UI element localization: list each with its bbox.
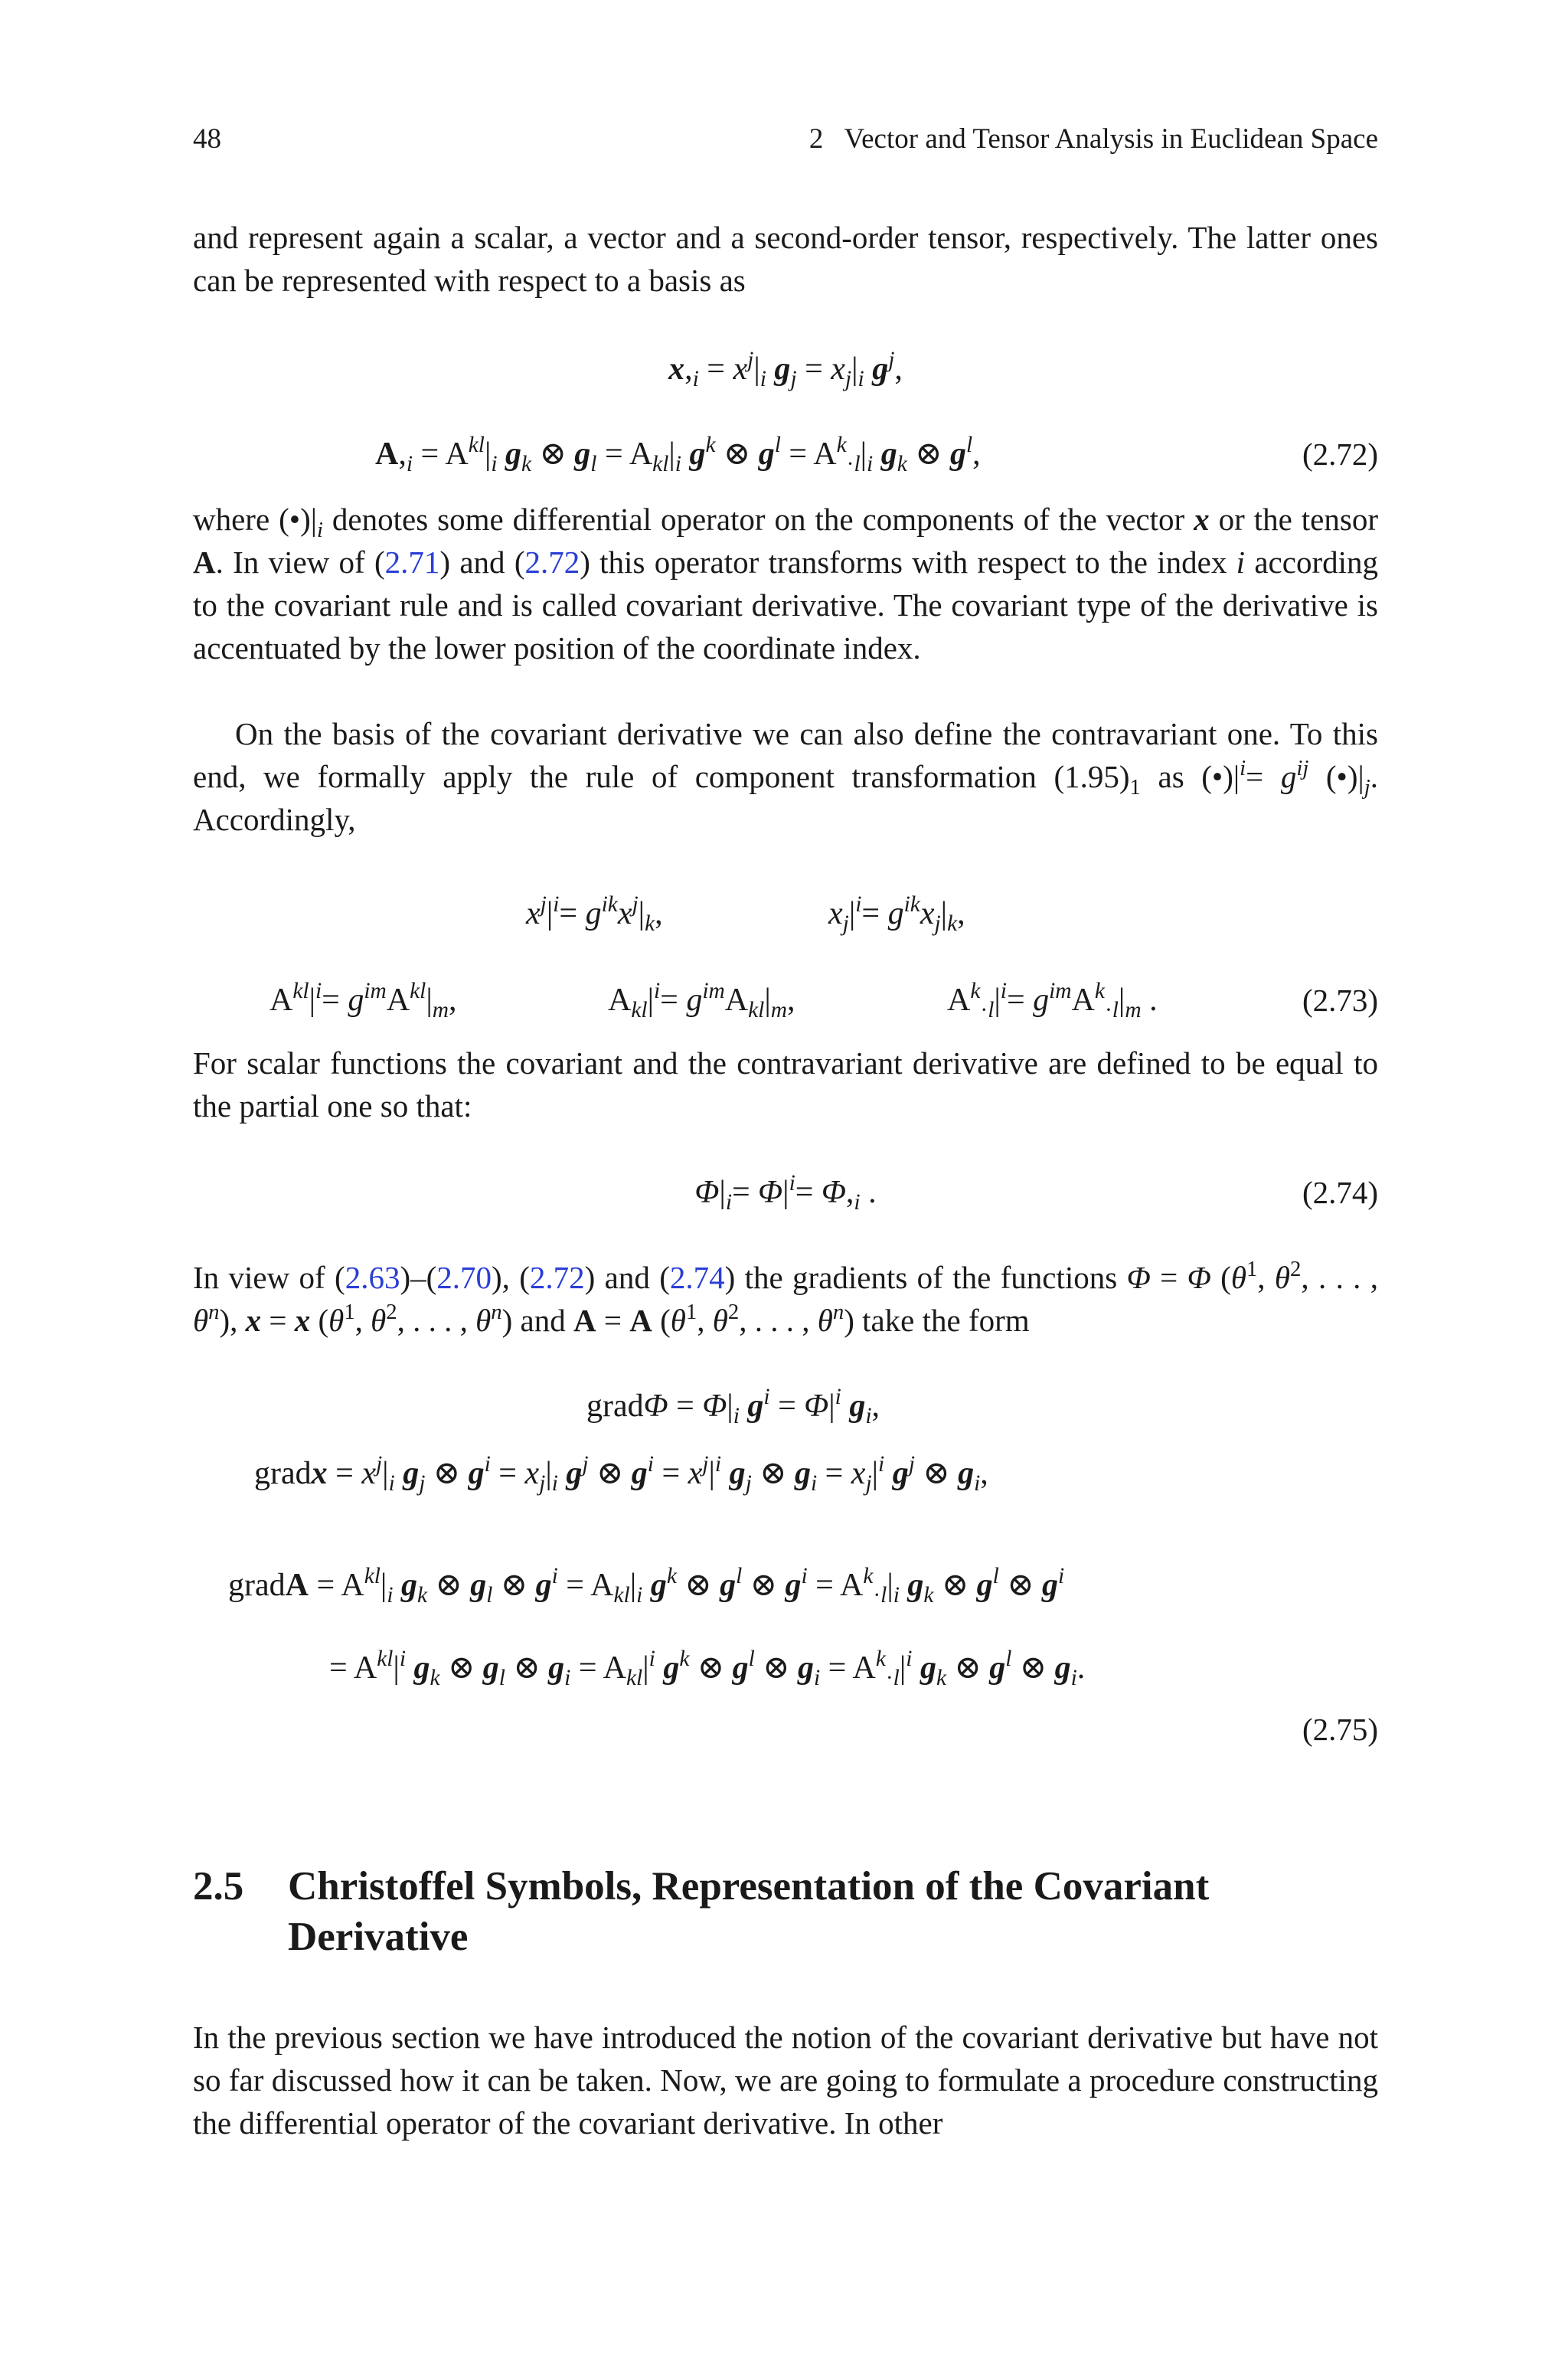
equation-number: (2.72) bbox=[1302, 437, 1378, 472]
equation-grad-x: gradx = $x^j|_i$ $g_j$ ⊗ $g^i = x_j|_i$ $g^j$ ⊗ $g^i = x^j|^i$ $g_j$ ⊗ $g_i = x_j|^i$ $g^j$ ⊗ $g_i$, bbox=[254, 1451, 988, 1496]
ref-link[interactable]: 2.74 bbox=[669, 1260, 725, 1295]
section-number: 2.5 bbox=[193, 1864, 244, 1909]
paragraph-gradients: In view of (2.63)–(2.70), (2.72) and (2.74) the gradients of the functions Φ = Φ ($\theta^1$, $\theta^2$, . . . , $\theta^n$), x = x ($\theta^1$, $\theta^2$, . . . , $\theta^n$) and A = A ($\theta^1$, $\theta^2$, . . . , $\theta^n$) take the form bbox=[193, 1257, 1378, 1338]
equation-2-74: $\Phi|_i= \Phi|^i= \Phi,_i$ . (2.74) bbox=[694, 1170, 1378, 1215]
equation-grad-A-cont: = $A^{kl}|^i$ $g_k$ ⊗ $g_l$ ⊗ $g_i = A_{kl}|^i$ $g^k$ ⊗ $g^l$ ⊗ $g_i = A^k_{\cdot l}|^i$ $g_k$ ⊗ $g^l$ ⊗ $g_i$. bbox=[329, 1646, 1086, 1690]
equation-vector-derivative: $x,_i = x^j|_i$ $g_j = x_j|_i$ $g^j$, bbox=[668, 347, 903, 391]
running-title: 2 Vector and Tensor Analysis in Euclidean Space bbox=[808, 123, 1378, 155]
equation-2-75 bbox=[193, 1706, 1378, 1752]
equation-2-72: $A,_i = A^{kl}|_i$ $g_k$ ⊗ $g_l = A_{kl}|_i$ $g^k$ ⊗ $g^l = A^k_{\cdot l}|_i$ $g_k$ ⊗ $g^l$, (2.72) bbox=[375, 432, 1378, 476]
ref-link[interactable]: 2.72 bbox=[529, 1260, 585, 1295]
equation-contravariant-vector: $x^j|^i= g^{ik}x^j|_k$, $x_j|^i= g^{ik}x_j|_k$, bbox=[526, 891, 965, 936]
ref-link[interactable]: 2.63 bbox=[345, 1260, 400, 1295]
equation-grad-A: gradA = $A^{kl}|_i$ $g_k$ ⊗ $g_l$ ⊗ $g^i = A_{kl}|_i$ $g^k$ ⊗ $g^l$ ⊗ $g^i = A^k_{\cdot l}|_i$ $g_k$ ⊗ $g^l$ ⊗ $g^i$ bbox=[228, 1563, 1065, 1608]
paragraph-intro: and represent again a scalar, a vector and a second-order tensor, respectively. The latter ones can be represented with respect to a basis as bbox=[193, 220, 1378, 298]
equation-number: (2.73) bbox=[1302, 983, 1378, 1018]
ref-link[interactable]: 2.70 bbox=[436, 1260, 492, 1295]
section-title: Christoffel Symbols, Representation of the Covariant Derivative bbox=[288, 1864, 1210, 1959]
equation-grad-phi: gradΦ = $\Phi|_i$ $g^i = \Phi|^i$ $g_i$, bbox=[586, 1384, 880, 1428]
paragraph-covariant-derivative: where $(•)|_i$ denotes some differential operator on the components of the vector x or the tensor A. In view of (2.71) and (2.72) this operator transforms with respect to the index i according to the covariant rule and is called covariant derivative. The covariant type of the derivative is accentuated by the lower position of the coordinate index. bbox=[193, 502, 1378, 666]
ref-link[interactable]: 2.72 bbox=[524, 545, 580, 580]
page-number: 48 bbox=[193, 123, 221, 155]
page-header bbox=[193, 123, 1378, 161]
equation-number: (2.74) bbox=[1302, 1175, 1378, 1210]
paragraph-scalar: For scalar functions the covariant and the contravariant derivative are defined to be equal to the partial one so that: bbox=[193, 1045, 1378, 1124]
equation-2-73: $A^{kl}|^i= g^{im}A^{kl}|_m$, $A_{kl}|^i= g^{im}A_{kl}|_m$, $A^k_{\cdot l}|^i= g^{im}A^k_{\cdot l}|_m$ . (2.73) bbox=[270, 978, 1378, 1022]
ref-link[interactable]: 2.71 bbox=[384, 545, 440, 580]
equation-number: (2.75) bbox=[1302, 1712, 1378, 1747]
paragraph-contravariant: On the basis of the covariant derivative we can also define the contravariant one. To this end, we formally apply the rule of component transformation $(1.95)_1$ as $(•)|^i= g^{ij}$ $(•)|_j$. Accordingly, bbox=[193, 716, 1379, 837]
paragraph-section-intro: In the previous section we have introduced the notion of the covariant derivative but have not so far discussed how it can be taken. Now, we are going to formulate a procedure constructing the differential operator of the covariant derivative. In other bbox=[193, 2020, 1378, 2141]
